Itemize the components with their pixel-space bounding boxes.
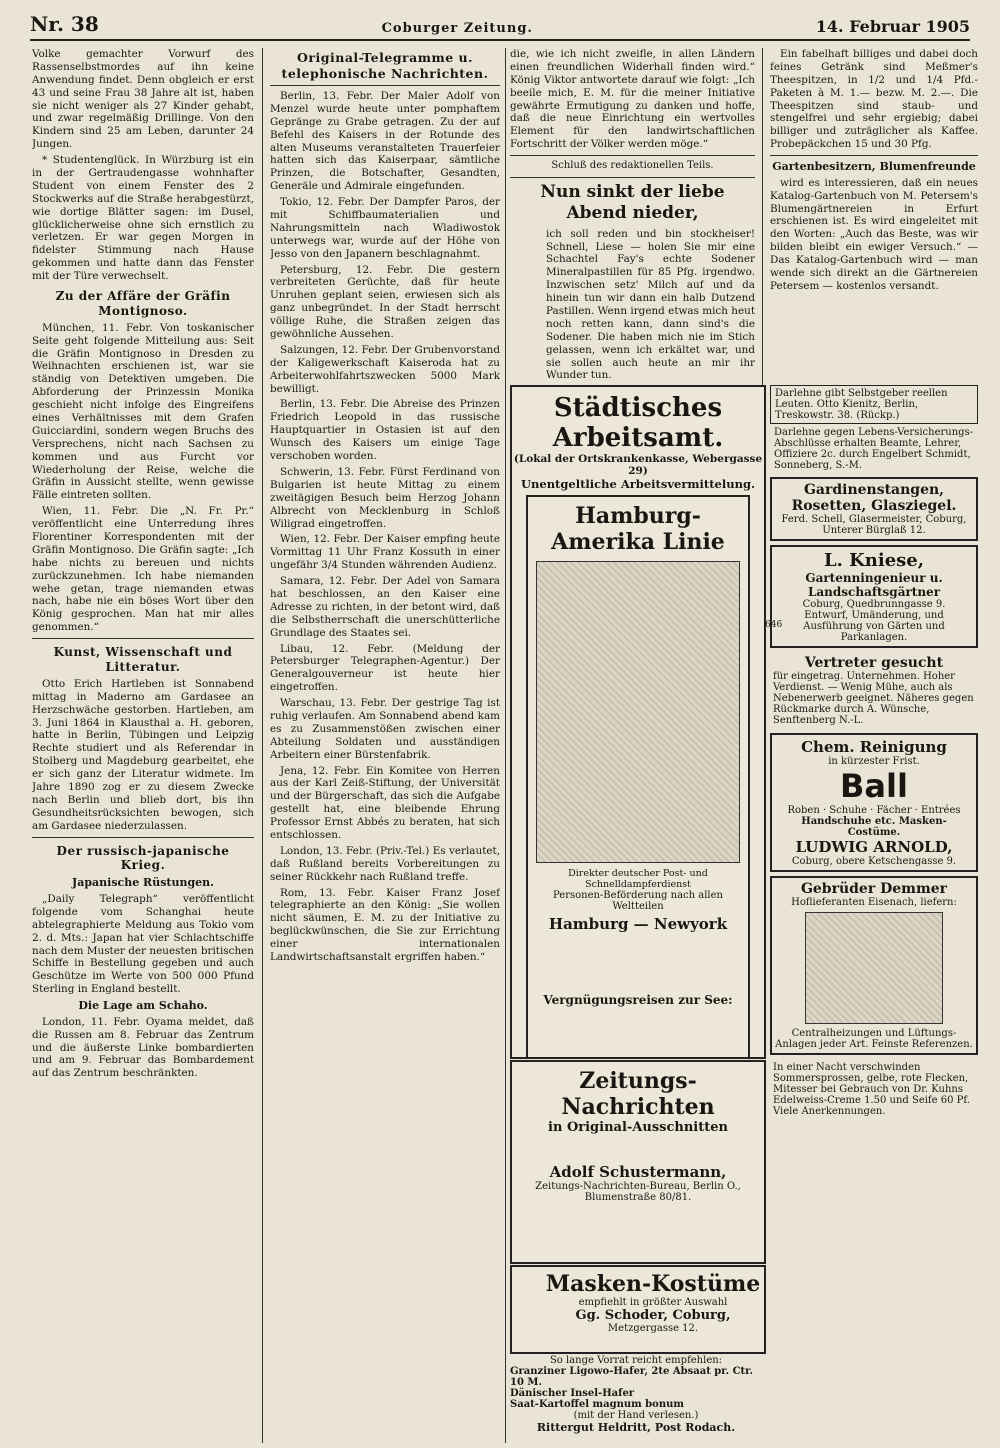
ad-text: empfiehlt in größter Auswahl [578,1297,728,1308]
ad-gardinen [770,477,978,541]
ad-text: Metzgergasse 12. [607,1323,699,1334]
ad-darlehn: Darlehne gibt Selbstgeber reellen Leuten. Otto Kienitz, Berlin, Treskowstr. 38. (Rückp.) [770,385,978,424]
subheading: Die Lage am Schaho. [78,999,208,1013]
column-2 [270,48,500,1443]
section-heading: Zu der Affäre der Gräfin Montignoso. [55,289,231,318]
ad-text: für eingetrag. Unternehmen. Hoher Verdienst. — Wenig Mühe, auch als Nebenerwerb geeignet. Näheres gegen Rückmarke durch A. Wünsche, Senftenberg N.-L. [773,671,974,726]
ad-title: Masken-Kostüme [545,1271,761,1297]
ad-title: L. Kniese, [823,550,925,571]
ship-illustration [536,561,740,863]
ad-text: Gartenningenieur u. Landschaftsgärtner [805,571,943,599]
column-divider [262,48,263,1443]
ad-hapag [526,495,750,1059]
issue-date: 14. Februar 1905 [815,17,970,36]
end-editorial: Schluß des redaktionellen Teils. [551,160,714,172]
ad-text: Adolf Schustermann, [549,1163,727,1181]
column-4 [770,48,978,418]
telegram: Salzungen, 12. Febr. Der Grubenvorstand der Kaligewerkschaft Kaiseroda hat zu Arbeiterwohlfahrtszwecken 5000 Mark bewilligt. [270,343,500,395]
ad-text: Vergnügungsreisen zur See: [543,993,733,1007]
telegram: Samara, 12. Febr. Der Adel von Samara hat beschlossen, an den Kaiser eine Adresse zu richten, in der betont wird, daß die Selbstherrschaft die unerschütterliche Grundlage des Staates sei. [270,575,500,639]
ad-text: (mit der Hand verlesen.) [573,1410,699,1421]
article-text: * Studentenglück. In Würzburg ist ein in der Gertraudengasse wohnhafter Student von einem Fenster des 2 Stockwerks auf die Straße herabgestürzt, wie dortige Blätter sagen: im Dusel, glücklicherweise ohne sich ernstlich zu verletzen. Er war gegen Morgen in fidelster Stimmung nach Hause gekommen und hatte dann das Fenster mit der Türe verwechselt. [32,154,254,283]
ad-arbeitsamt-hapag [510,385,766,1059]
telegram: Schwerin, 13. Febr. Fürst Ferdinand von Bulgarien ist heute Mittag zu einem zweitägigen Besuch beim Herzog Johann Albrecht von Mecklenburg in Schloß Wiligrad eingetroffen. [270,465,500,530]
ad-darlehn-2: Darlehne gegen Lebens-Versicherungs-Abschlüsse erhalten Beamte, Lehrer, Offiziere 2c. durch Engelbert Schmidt, Sonneberg, S.-M. [774,427,974,471]
article-text: London, 11. Febr. Oyama meldet, daß die Russen am 8. Februar das Zentrum und die äußerste Linke bombardierten und am 9. Februar das Bombardement auf das Zentrum beschränkten. [32,1015,254,1080]
section-heading: Kunst, Wissenschaft und Litteratur. [53,645,233,675]
telegram: Rom, 13. Febr. Kaiser Franz Josef telegraphierte an den König: „Sie wollen nicht säumen, E. M. zu der Initiative zu beglückwünschen, die Sie zur Errichtung einer internationalen Landwirtschaftsanstalt ergriffen haben.“ [270,886,500,963]
article-text: Otto Erich Hartleben ist Sonnabend mittag in Maderno am Gardasee an Herzschwäche gestorben. Hartleben, am 3. Juni 1864 in Klausthal a. H. geboren, hatte in Berlin, Tübingen und Leipzig Rechte studiert und als Referendar in Stolberg und Magdeburg gearbeitet, ehe er sich ganz der Literatur widmete. Im Jahre 1890 zog er zu diesem Zwecke nach Berlin und blieb dort, bis ihn Gesundheitsrücksichten bewogen, sich am Gardasee niederzulassen. [32,677,254,832]
telegram: Berlin, 13. Febr. Der Maler Adolf von Menzel wurde heute unter pomphaftem Gepränge zu Grabe getragen. Zu der auf Befehl des Kaisers in der Rotunde des alten Museums veranstalteten Trauerfeier hatten sich das Kaiserpaar, sämtliche Prinzen, die Botschafter, Gesandten, Generäle und Admirale eingefunden. [270,90,500,193]
ad-arnold [770,733,978,872]
telegram: London, 13. Febr. (Priv.-Tel.) Es verlautet, daß Rußland bereits Vorbereitungen zu seiner Rückkehr nach Rußland treffe. [270,844,500,883]
ad-title: Zeitungs-Nachrichten [561,1068,715,1120]
article-text: Wien, 11. Febr. Die „N. Fr. Pr.“ veröffentlicht eine Unterredung ihres Florentiner Korrespondenten mit der Gräfin Montignoso. Die Gräfin sagte: „Ich habe nichts zu bereuen und nichts zurückzunehmen. Ich habe niemanden wehe getan, trage niemanden etwas nach, habe nie ein böses Wort über den König gesprochen. Man hat mir alles genommen.“ [32,505,254,634]
article-text: München, 11. Febr. Von toskanischer Seite geht folgende Mitteilung aus: Seit die Gräfin Montignoso in Dresden zu Weihnachten erschienen ist, war sie ständig von Detektiven umgeben. Die Abforderung der Prinzessin Monika geschieht nicht infolge des Eingreifens eines Verhältnisses mit dem Grafen Guicciardini, sondern wegen Bruchs des Versprechens, nicht nach Sachsen zu kommen und aus Furcht vor Wiederholung der Reise, welche die Gräfin in Aussicht stellte, wenn gewisse Fälle eintreten sollten. [32,321,254,502]
telegram: Berlin, 13. Febr. Die Abreise des Prinzen Friedrich Leopold in das russische Hauptquartier in Ostasien ist auf den Wunsch des Kaisers um einige Tage verschoben worden. [270,398,500,463]
ad-text: Roben · Schuhe · Fächer · Entrées [787,805,961,816]
issue-number: Nr. 38 [30,12,99,36]
ad-text: Coburg, Quedbrunngasse 9. [802,599,946,610]
ad-text: wird es interessieren, daß ein neues Katalog-Gartenbuch von M. Petersem's Blumengärtnereien in Erfurt erschienen ist. Es wird eingeleitet mit den Worten: „Auch das Beste, was wir bilden bleibt ein ewiger Versuch.“ — Das Katalog-Gartenbuch wird — man wende sich direkt an die Gärtnereien Petersem — kostenlos versandt. [770,176,978,292]
ad-text: Hoflieferanten Eisenach, liefern: [791,897,957,908]
ad-title: Hamburg-Amerika Linie [551,503,725,555]
ad-text: Handschuhe etc. Masken-Costüme. [801,816,947,838]
ad-heading: Gartenbesitzern, Blumenfreunde [772,160,976,174]
ad-title: Gardinenstangen, Rosetten, Glasziegel. [791,482,957,514]
ad-text: in kürzester Frist. [828,756,920,767]
telegram: Warschau, 13. Febr. Der gestrige Tag ist ruhig verlaufen. Am Sonnabend abend kam es zu Zusammenstößen zwischen einer Abteilung Soldaten und ausständigen Arbeitern einer Bürstenfabrik. [270,697,500,761]
ad-text: LUDWIG ARNOLD, [795,838,953,856]
ad-text: Granziner Ligowo-Hafer, 2te Absaat pr. Ctr. 10 M. [510,1366,754,1388]
page-header [30,6,970,41]
ad-text: Unentgeltliche Arbeitsvermittelung. [520,477,755,491]
subheading: Japanische Rüstungen. [72,876,214,890]
ad-vertreter [770,652,978,729]
ad-text: Saat-Kartoffel magnum bonum [510,1399,684,1410]
ad-text: Ferd. Schell, Glasermeister, Coburg, Unterer Bürglaß 12. [781,514,967,536]
divider [32,638,254,639]
ad-title: Städtisches Arbeitsamt. [552,393,724,453]
ad-text: Rittergut Heldritt, Post Rodach. [536,1421,736,1434]
ad-demmer [770,876,978,1055]
telegram: Jena, 12. Febr. Ein Komitee von Herren aus der Karl Zeiß-Stiftung, der Universität und der Bürgerschaft, das sich die Aufgabe gestellt hat, eine bleibende Ehrung Professor Ernst Abbés zu beraten, hat sich entschlossen. [270,764,500,841]
column-3 [510,48,755,388]
article-text: die, wie ich nicht zweifle, in allen Ländern einen freundlichen Widerhall finden wird.“ König Viktor antwortete darauf wie folgt: „Ich beeile mich, E. M. für die meiner Initiative gewährte Ermutigung zu danken und hoffe, daß die neue Einrichtung ein wertvolles Element für den landwirtschaftlichen Fortschritt der Völker werden möge.“ [510,48,755,151]
article-text: Volke gemachter Vorwurf des Rassenselbstmordes auf ihn keine Anwendung findet. Denn obgleich er erst 43 und seine Frau 38 Jahre alt ist, haben sie nicht weniger als 27 Kinder gehabt, und zwar regelmäßig Drillinge. Von den Kindern sind 25 am Leben, darunter 24 Jungen. [32,48,254,151]
column-divider [762,48,763,388]
radiator-illustration [805,912,943,1024]
ad-kniese [770,545,978,648]
section-heading: Original-Telegramme u. telephonische Nachrichten. [281,50,489,81]
divider [510,177,755,178]
ad-number: 646 [765,620,783,630]
article-text: „Daily Telegraph“ veröffentlicht folgende vom Schanghai heute abtelegraphierte Meldung aus Tokio vom 2. d. Mts.: Japan hat vier Schlachtschiffe nach dem Muster der neuesten britischen Schiffe in Bestellung gegeben und auch Geschütze im Werte von 500 000 Pfund Sterling in England bestellt. [32,892,254,996]
masthead: Coburger Zeitung. [381,21,533,36]
divider [510,155,755,156]
ad-text: (Lokal der Ortskrankenkasse, Webergasse 29) [513,453,763,477]
ad-title: Vertreter gesucht [804,655,944,671]
ad-title: Chem. Reinigung [801,738,947,756]
divider [32,837,254,838]
ad-ball: Ball [840,767,908,805]
telegram: Tokio, 12. Febr. Der Dampfer Paros, der mit Schiffbaumaterialien und Nahrungsmitteln nach Wladiwostok unterwegs war, wurde auf der Höhe von Jesso von den Japanern beschlagnahmt. [270,196,500,260]
ad-text: Coburg, obere Ketschengasse 9. [791,856,957,867]
ad-text: ich soll reden und bin stockheiser! Schnell, Liese — holen Sie mir eine Schachtel Fay's echte Sodener Mineralpastillen für 85 Pfg. irgendwo. Inzwischen setz' Milch auf und da hinein tun wir dann ein halb Dutzend Pastillen. Wenn irgend etwas mich heut noch retten kann, dann sind's die Sodener. Die haben mich nie im Stich gelassen, wenn ich erkältet war, und sie sollen auch heute an mir ihr Wunder tun. [546,227,755,382]
telegram: Wien, 12. Febr. Der Kaiser empfing heute Vormittag 11 Uhr Franz Kossuth in einer ungefähr 3/4 Stunden währenden Audienz. [270,533,500,572]
telegram: Libau, 12. Febr. (Meldung der Petersburger Telegraphen-Agentur.) Der Generalgouverneur ist heute hier eingetroffen. [270,642,500,694]
ad-text: Dänischer Insel-Hafer [510,1388,635,1399]
ad-text: Ein fabelhaft billiges und dabei doch feines Getränk sind Meßmer's Theespitzen, in 1/2 und 1/4 Pfd.-Paketen à M. 1.— bezw. M. 2.—. Die Theespitzen sind staub- und stengelfrei und sehr ergiebig; dabei billiger und zuträglicher als Kaffee. Probepäckchen 15 und 30 Pfg. [770,48,978,151]
section-heading: Der russisch-japanische Krieg. [56,843,230,873]
ad-text: in Original-Ausschnitten [548,1120,728,1135]
ad-text: Direkter deutscher Post- und Schnelldampferdienst [568,868,708,890]
ad-text: Personen-Beförderung nach allen Weltteilen [553,890,723,912]
ad-text: Zeitungs-Nachrichten-Bureau, Berlin O., Blumenstraße 80/81. [535,1181,741,1203]
ad-zeitungs-nachrichten [510,1060,766,1264]
ad-text: Entwurf, Umänderung, und Ausführung von Gärten und Parkanlagen. [803,610,945,643]
ad-text: Centralheizungen und Lüftungs-Anlagen jeder Art. Feinste Referenzen. [775,1028,973,1050]
ad-kuhn: In einer Nacht verschwinden Sommersprossen, gelbe, rote Flecken, Mitesser bei Gebrauch von Dr. Kuhns Edelweiss-Creme 1.50 und Seife 60 Pf. Viele Anerkennungen. [773,1062,970,1117]
ad-title: Gebrüder Demmer [800,881,948,897]
ad-hafer [510,1355,762,1443]
divider [270,85,500,86]
telegram: Petersburg, 12. Febr. Die gestern verbreiteten Gerüchte, daß für heute Unruhen geplant seien, erwiesen sich als ganz unbegründet. In der Stadt herrscht völlige Ruhe, die Straßen zeigen das gewöhnliche Aussehen. [270,263,500,341]
divider [770,155,978,156]
ad-headline: Nun sinkt der liebe Abend nieder, [540,181,725,223]
column-divider [505,48,506,1443]
ad-text: So lange Vorrat reicht empfehlen: [549,1355,723,1366]
ad-route: Hamburg — Newyork [548,915,728,933]
ad-column-right [770,385,978,1443]
ad-text: Gg. Schoder, Coburg, [575,1308,731,1323]
column-1 [32,48,254,1443]
ad-masken-kostueme [510,1265,766,1354]
